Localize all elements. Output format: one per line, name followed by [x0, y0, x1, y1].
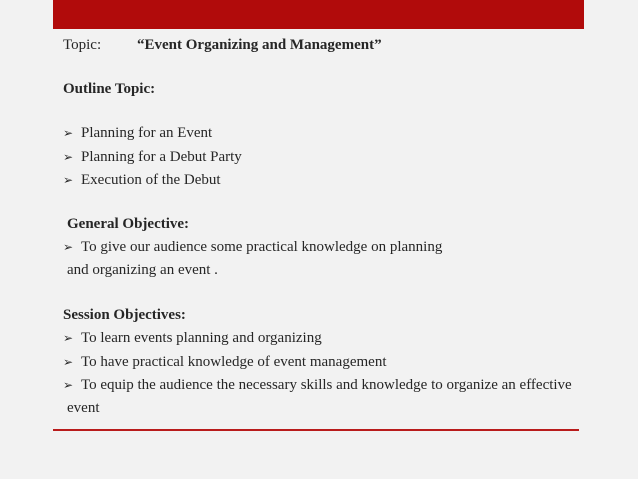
- general-objective-heading: General Objective:: [67, 216, 190, 232]
- arrow-bullet-icon: ➢: [63, 126, 74, 140]
- arrow-bullet-icon: ➢: [63, 355, 74, 369]
- session-objective-item: [63, 353, 387, 371]
- session-objective-text: To have practical knowledge of event management: [81, 354, 387, 370]
- general-objective-text: To give our audience some practical knowledge on planning: [81, 239, 443, 255]
- outline-item: [63, 171, 221, 189]
- arrow-bullet-icon: ➢: [63, 150, 74, 164]
- general-objective-item: [63, 238, 442, 256]
- header-bar: [53, 0, 584, 29]
- session-objective-text: To learn events planning and organizing: [81, 330, 322, 346]
- footer-divider: [53, 429, 579, 431]
- session-objective-item: [63, 376, 572, 394]
- session-objective-item: [63, 329, 322, 347]
- topic-label: Topic:: [63, 37, 102, 53]
- outline-heading: Outline Topic:: [63, 81, 156, 97]
- session-objective-continuation: event: [67, 400, 100, 416]
- session-objectives-heading: Session Objectives:: [63, 307, 186, 323]
- general-objective-continuation: and organizing an event .: [67, 262, 218, 278]
- arrow-bullet-icon: ➢: [63, 331, 74, 345]
- outline-item-text: Execution of the Debut: [81, 172, 221, 188]
- arrow-bullet-icon: ➢: [63, 173, 74, 187]
- outline-item-text: Planning for a Debut Party: [81, 149, 242, 165]
- outline-item-text: Planning for an Event: [81, 125, 213, 141]
- outline-item: [63, 124, 212, 142]
- outline-item: [63, 148, 242, 166]
- topic-title: “Event Organizing and Management”: [137, 37, 382, 53]
- session-objective-text: To equip the audience the necessary skills and knowledge to organize an effective: [81, 377, 572, 393]
- arrow-bullet-icon: ➢: [63, 378, 74, 392]
- arrow-bullet-icon: ➢: [63, 240, 74, 254]
